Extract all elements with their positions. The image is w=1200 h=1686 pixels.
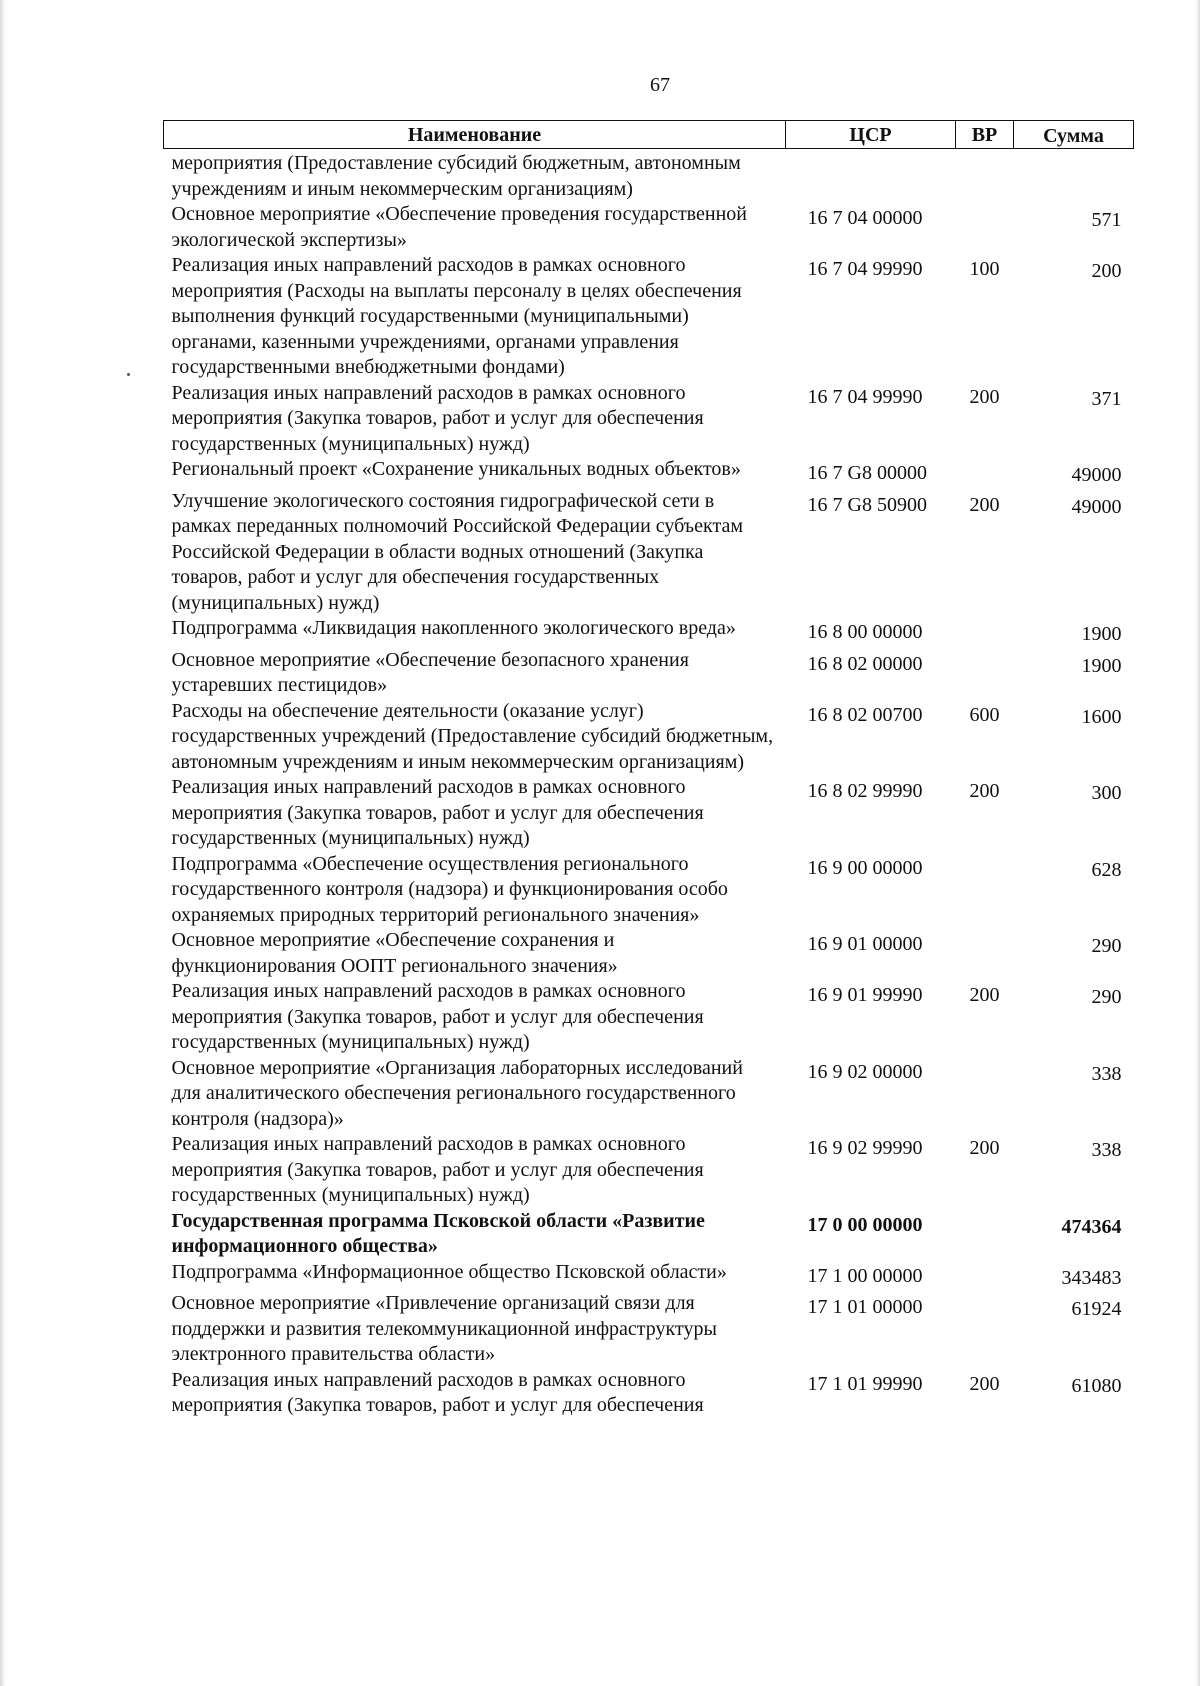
table-body	[164, 149, 1134, 1419]
header-sum: Сумма	[1014, 121, 1134, 149]
row-sum-cell: 61924	[1071, 1298, 1122, 1320]
header-name: Наименование	[164, 121, 786, 149]
header-vr: ВР	[956, 121, 1014, 149]
row-sum-cell: 49000	[1071, 464, 1122, 486]
row-csr-cell: 16 8 02 99990	[807, 780, 923, 802]
table-row	[164, 381, 1134, 458]
row-name-cell: Расходы на обеспечение деятельности (оказание услуг) государственных учреждений (Предоставление субсидий бюджетным, автономным учреждениям и иным некоммерческим организациям)	[171, 699, 774, 773]
row-sum-cell	[1014, 149, 1134, 203]
row-name-cell: Подпрограмма «Информационное общество Псковской области»	[171, 1260, 727, 1283]
table-row	[164, 1132, 1134, 1209]
row-name-cell: Реализация иных направлений расходов в рамках основного мероприятия (Закупка товаров, работ и услуг для обеспечения государственных (муниципальных) нужд)	[171, 776, 704, 849]
row-csr-cell: 17 0 00 00000	[807, 1213, 923, 1236]
row-vr-cell: 200	[969, 1137, 1000, 1159]
row-csr-cell: 16 9 01 99990	[807, 984, 923, 1006]
row-vr-cell	[956, 457, 1014, 489]
table-row	[164, 1056, 1134, 1133]
row-csr-cell: 16 7 04 99990	[807, 258, 923, 280]
page-number: 67	[650, 74, 670, 96]
row-sum-cell: 474364	[1061, 1215, 1122, 1238]
row-name-cell: Основное мероприятие «Обеспечение безопасного хранения устаревших пестицидов»	[171, 648, 689, 696]
row-csr-cell: 16 7 04 00000	[807, 207, 923, 229]
row-vr-cell	[956, 852, 1014, 929]
row-csr-cell: 17 1 01 00000	[807, 1296, 923, 1318]
scan-speck	[127, 373, 130, 376]
row-sum-cell: 61080	[1071, 1374, 1122, 1397]
row-name-cell: Подпрограмма «Ликвидация накопленного экологического вреда»	[171, 617, 736, 639]
row-sum-cell: 343483	[1061, 1266, 1122, 1289]
table-row	[164, 457, 1134, 489]
row-sum-cell: 571	[1091, 209, 1122, 231]
budget-table	[163, 120, 1134, 1419]
row-csr-cell: 16 8 00 00000	[807, 621, 923, 643]
row-vr-cell: 200	[969, 385, 1000, 408]
row-sum-cell: 338	[1091, 1139, 1122, 1161]
row-vr-cell	[956, 648, 1014, 699]
row-name-cell: Реализация иных направлений расходов в рамках основного мероприятия (Закупка товаров, работ и услуг для обеспечения государственных (муниципальных) нужд)	[171, 1133, 704, 1206]
row-csr-cell: 17 1 01 99990	[807, 1372, 923, 1395]
row-name-cell: мероприятия (Предоставление субсидий бюджетным, автономным учреждениям и иным некоммерческим организациям)	[171, 152, 741, 200]
row-csr-cell: 16 8 02 00000	[807, 652, 923, 675]
row-vr-cell	[956, 616, 1014, 648]
row-name-cell: Основное мероприятие «Организация лабораторных исследований для аналитического обеспечения регионального государственного контроля (надзора)»	[171, 1056, 743, 1130]
row-sum-cell: 371	[1091, 387, 1122, 410]
row-sum-cell: 1900	[1081, 654, 1122, 677]
row-vr-cell	[956, 1209, 1014, 1260]
table-row	[164, 1368, 1134, 1419]
row-name-cell: Основное мероприятие «Обеспечение сохранения и функционирования ООПТ регионального значения»	[171, 929, 618, 977]
table-row	[164, 852, 1134, 929]
row-name-cell: Основное мероприятие «Обеспечение проведения государственной экологической экспертизы»	[171, 203, 747, 251]
row-vr-cell: 100	[969, 258, 1000, 280]
row-csr-cell	[786, 149, 956, 203]
row-name-cell: Реализация иных направлений расходов в рамках основного мероприятия (Расходы на выплаты персоналу в целях обеспечения выполнения функций государственными (муниципальными) органами, казенными учреждениями, органами управления государственными внебюджетными фондами)	[171, 254, 742, 378]
row-csr-cell: 16 7 04 99990	[807, 385, 923, 408]
row-vr-cell	[956, 202, 1014, 253]
table-row	[164, 489, 1134, 617]
table-row	[164, 1209, 1134, 1260]
row-sum-cell: 290	[1091, 935, 1122, 957]
row-name-cell: Государственная программа Псковской области «Развитие информационного общества»	[171, 1209, 705, 1257]
row-csr-cell: 16 7 G8 00000	[807, 462, 927, 484]
row-sum-cell: 1900	[1081, 623, 1122, 645]
row-sum-cell: 200	[1091, 260, 1122, 282]
table-row	[164, 202, 1134, 253]
row-csr-cell: 16 8 02 00700	[807, 703, 923, 726]
table-row	[164, 1291, 1134, 1368]
table-header-row	[164, 121, 1134, 149]
row-vr-cell	[956, 1056, 1014, 1133]
row-csr-cell: 17 1 00 00000	[807, 1264, 923, 1287]
table-row	[164, 928, 1134, 979]
row-vr-cell	[956, 149, 1014, 203]
row-name-cell: Улучшение экологического состояния гидрографической сети в рамках переданных полномочий Российской Федерации субъектам Российской Федерации в области водных отношений (Закупка товаров, работ и услуг для обеспечения государственных (муниципальных) нужд)	[171, 489, 743, 614]
row-sum-cell: 628	[1091, 858, 1122, 881]
row-vr-cell: 200	[969, 984, 1000, 1006]
row-name-cell: Подпрограмма «Обеспечение осуществления регионального государственного контроля (надзора) и функционирования особо охраняемых природных территорий регионального значения»	[171, 852, 728, 926]
header-csr: ЦСР	[786, 121, 956, 149]
table-row	[164, 648, 1134, 699]
row-name-cell: Основное мероприятие «Привлечение организаций связи для поддержки и развития телекоммуникационной инфраструктуры электронного правительства области»	[171, 1292, 717, 1365]
row-vr-cell	[956, 1260, 1014, 1292]
table-row	[164, 1260, 1134, 1292]
row-sum-cell: 300	[1091, 782, 1122, 804]
row-sum-cell: 49000	[1071, 495, 1122, 518]
table-row	[164, 775, 1134, 852]
row-name-cell: Реализация иных направлений расходов в рамках основного мероприятия (Закупка товаров, работ и услуг для обеспечения государственных (муниципальных) нужд)	[171, 381, 704, 455]
table-row	[164, 253, 1134, 381]
row-vr-cell: 600	[969, 703, 1000, 726]
scan-edge-left	[0, 0, 6, 1686]
row-name-cell: Реализация иных направлений расходов в рамках основного мероприятия (Закупка товаров, работ и услуг для обеспечения государственных (муниципальных) нужд)	[171, 980, 704, 1053]
row-vr-cell: 200	[969, 780, 1000, 802]
row-csr-cell: 16 9 02 99990	[807, 1137, 923, 1159]
row-vr-cell	[956, 1291, 1014, 1368]
table-row	[164, 616, 1134, 648]
scan-edge-right	[1195, 0, 1200, 1686]
table-row	[164, 149, 1134, 203]
row-name-cell: Реализация иных направлений расходов в рамках основного мероприятия (Закупка товаров, работ и услуг для обеспечения	[171, 1368, 704, 1416]
row-sum-cell: 1600	[1081, 705, 1122, 728]
row-sum-cell: 338	[1091, 1062, 1122, 1085]
row-csr-cell: 16 7 G8 50900	[807, 493, 927, 516]
row-vr-cell	[956, 928, 1014, 979]
row-csr-cell: 16 9 02 00000	[807, 1060, 923, 1083]
table-row	[164, 699, 1134, 776]
table-row	[164, 979, 1134, 1056]
row-vr-cell: 200	[969, 1372, 1000, 1395]
row-csr-cell: 16 9 00 00000	[807, 856, 923, 879]
row-sum-cell: 290	[1091, 986, 1122, 1008]
row-vr-cell: 200	[969, 493, 1000, 516]
row-name-cell: Региональный проект «Сохранение уникальных водных объектов»	[171, 458, 741, 480]
row-csr-cell: 16 9 01 00000	[807, 933, 923, 955]
